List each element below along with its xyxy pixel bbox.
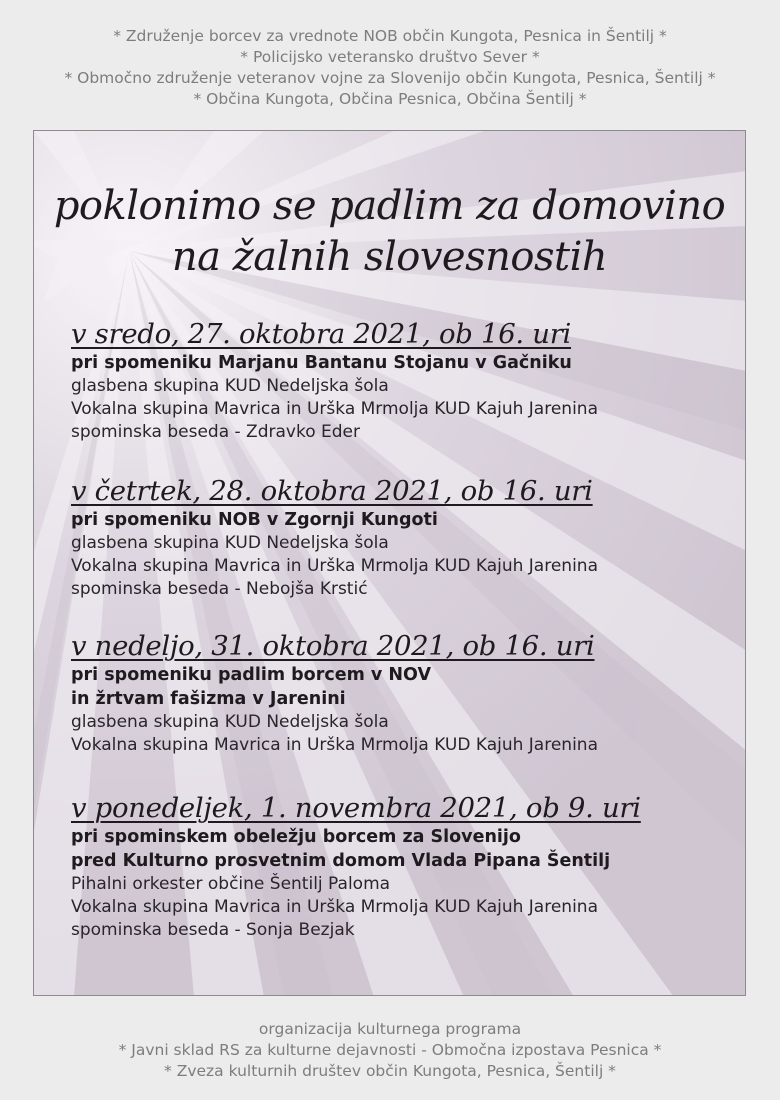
event-program-item: Vokalna skupina Mavrica in Urška Mrmolja KUD Kajuh Jarenina (71, 399, 598, 419)
event-block (71, 629, 598, 757)
event-program-item: Vokalna skupina Mavrica in Urška Mrmolja KUD Kajuh Jarenina (71, 897, 598, 917)
organizer-line: * Združenje borcev za vrednote NOB občin Kungota, Pesnica in Šentilj * (113, 27, 667, 45)
event-date: v sredo, 27. oktobra 2021, ob 16. uri (71, 318, 572, 350)
event-program-item: glasbena skupina KUD Nedeljska šola (71, 712, 389, 732)
footer-line: * Javni sklad RS za kulturne dejavnosti - Območna izpostava Pesnica * (118, 1041, 662, 1059)
event-program-item: spominska beseda - Sonja Bezjak (71, 920, 355, 940)
event-date: v nedeljo, 31. oktobra 2021, ob 16. uri (71, 630, 595, 662)
event-date: v četrtek, 28. oktobra 2021, ob 16. uri (71, 475, 593, 507)
event-program-item: Vokalna skupina Mavrica in Urška Mrmolja KUD Kajuh Jarenina (71, 556, 598, 576)
event-location: pri spomeniku Marjanu Bantanu Stojanu v Gačniku (71, 353, 572, 373)
event-program-item: spominska beseda - Nebojša Krstić (71, 579, 368, 599)
event-program-item: Pihalni orkester občine Šentilj Paloma (71, 874, 391, 894)
footer-line: * Zveza kulturnih društev občin Kungota, Pesnica, Šentilj * (164, 1062, 616, 1080)
invitation-content (34, 131, 745, 995)
event-block (71, 474, 598, 601)
event-program-item: glasbena skupina KUD Nedeljska šola (71, 376, 389, 396)
organizers-header (0, 26, 780, 110)
event-location: pri spomeniku padlim borcem v NOV (71, 665, 431, 685)
main-subtitle: na žalnih slovesnostih (171, 234, 608, 280)
event-location: pri spominskem obeležju borcem za Slovenijo (71, 827, 521, 847)
event-location: in žrtvam fašizma v Jarenini (71, 689, 346, 709)
footer-line: organizacija kulturnega programa (258, 1020, 522, 1038)
event-program-item: Vokalna skupina Mavrica in Urška Mrmolja KUD Kajuh Jarenina (71, 735, 598, 755)
event-location: pri spomeniku NOB v Zgornji Kungoti (71, 510, 438, 530)
organizer-line: * Policijsko veteransko društvo Sever * (240, 48, 540, 66)
main-title: poklonimo se padlim za domovino (53, 183, 726, 229)
event-block (71, 791, 641, 942)
event-date: v ponedeljek, 1. novembra 2021, ob 9. uri (71, 792, 641, 824)
program-organizers-footer (0, 1019, 780, 1082)
organizer-line: * Občina Kungota, Občina Pesnica, Občina Šentilj * (193, 90, 587, 108)
event-block (71, 317, 598, 444)
invitation-panel (33, 130, 746, 996)
organizer-line: * Območno združenje veteranov vojne za Slovenijo občin Kungota, Pesnica, Šentilj * (64, 69, 716, 87)
event-program-item: spominska beseda - Zdravko Eder (71, 422, 360, 442)
event-location: pred Kulturno prosvetnim domom Vlada Pipana Šentilj (71, 851, 611, 871)
event-program-item: glasbena skupina KUD Nedeljska šola (71, 533, 389, 553)
